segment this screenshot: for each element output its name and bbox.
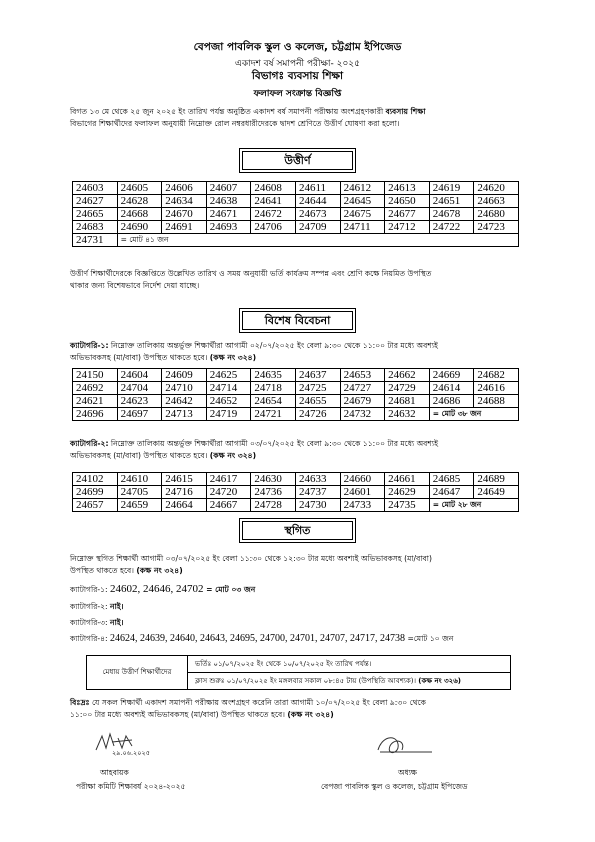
roll-cell: 24604 (117, 369, 162, 382)
roll-cell: 24725 (295, 382, 340, 395)
roll-cell: 24102 (73, 473, 118, 486)
suspended-room: (কক্ষ নং ৩২৪) (136, 566, 183, 575)
roll-cell: 24696 (73, 408, 118, 421)
roll-cell: 24719 (206, 408, 251, 421)
merit-label: মেধায় উত্তীর্ণ শিক্ষার্থীদের (87, 656, 188, 689)
roll-cell: 24617 (206, 473, 251, 486)
cat1-room: (কক্ষ নং ৩২৪) (209, 353, 257, 362)
roll-cell: 24671 (206, 208, 251, 221)
roll-cell: 24723 (474, 221, 519, 234)
total-count: = মোট ৩৮ জন (429, 408, 518, 421)
roll-cell: 24670 (162, 208, 207, 221)
suspended-cat1-total: = মোট ০৩ জন (203, 585, 256, 594)
suspended-cat4-total: =মোট ১০ জন (405, 634, 454, 643)
roll-cell: 24689 (474, 473, 519, 486)
convener-signature-date: ২৯.০৬.২০২৫ (112, 749, 150, 757)
roll-cell: 24642 (162, 395, 207, 408)
roll-cell: 24718 (251, 382, 296, 395)
roll-cell: 24637 (295, 369, 340, 382)
roll-cell: 24603 (73, 182, 118, 195)
roll-cell: 24610 (117, 473, 162, 486)
roll-cell: 24713 (162, 408, 207, 421)
roll-cell: 24731 (73, 234, 118, 247)
suspended-title: স্থগিত (239, 518, 356, 543)
roll-cell: 24630 (251, 473, 296, 486)
passed-roll-table (72, 181, 519, 247)
suspended-cat4-label: ক্যাটাগরি-৪: (70, 634, 111, 643)
passed-note-2: থাকার জন্য বিশেষভাবে নির্দেশ দেয়া যাচ্ছে। (70, 281, 200, 290)
roll-cell: 24644 (295, 195, 340, 208)
roll-cell: 24647 (429, 486, 474, 499)
roll-cell: 24601 (340, 486, 385, 499)
principal-signature-image (372, 730, 442, 760)
merit-admission: ভর্তিঃ ০১/০৭/২০২৫ ইং থেকে ১০/০৭/২০২৫ ইং তারিখ পর্যন্ত। (187, 656, 510, 673)
suspended-cat2 (70, 601, 123, 614)
cat1-roll-table (72, 368, 519, 421)
roll-cell: 24650 (385, 195, 430, 208)
table-row (73, 208, 519, 221)
roll-cell: 24732 (340, 408, 385, 421)
intro-paragraph (70, 106, 530, 130)
roll-cell: 24664 (162, 499, 207, 512)
roll-cell: 24712 (385, 221, 430, 234)
roll-cell: 24651 (429, 195, 474, 208)
table-row (73, 408, 519, 421)
roll-cell: 24605 (117, 182, 162, 195)
roll-cell: 24634 (162, 195, 207, 208)
suspended-cat1-rolls: 24602, 24646, 24702 (110, 583, 204, 595)
special-note-text-2: ১১:০০ টার মধ্যে অবশ্যই অভিভাবকসহ (মা/বাবা) উপস্থিত থাকতে হবে। (70, 710, 288, 719)
roll-cell: 24675 (340, 208, 385, 221)
roll-cell: 24660 (340, 473, 385, 486)
table-row (73, 234, 519, 247)
suspended-text-2: উপস্থিত থাকতে হবে। (70, 566, 137, 575)
special-note-label: বিঃদ্রঃ (70, 698, 90, 707)
roll-cell: 24722 (429, 221, 474, 234)
roll-cell: 24704 (117, 382, 162, 395)
roll-cell: 24683 (73, 221, 118, 234)
institution-name: বেপজা পাবলিক স্কুল ও কলেজ, চট্টগ্রাম ইপিজেড (193, 41, 402, 53)
roll-cell: 24669 (429, 369, 474, 382)
convener-subtitle: পরীক্ষা কমিটি শিক্ষাবর্ষ ২০২৪-২০২৫ (76, 782, 186, 791)
suspended-paragraph (70, 553, 530, 577)
convener-title: আহবায়ক (100, 768, 129, 777)
notice-title: ফলাফল সংক্রান্ত বিজ্ঞপ্তি (253, 89, 342, 99)
roll-cell: 24720 (206, 486, 251, 499)
roll-cell: 24665 (73, 208, 118, 221)
table-row (73, 499, 519, 512)
roll-cell: 24716 (162, 486, 207, 499)
suspended-cat2-label: ক্যাটাগরি-২: (70, 602, 111, 611)
cat2-text-2: অভিভাবকসহ (মা/বাবা) উপস্থিত থাকতে হবে। (70, 451, 210, 460)
suspended-text-1: নিম্নোক্ত স্থগিত শিক্ষার্থী আগামী ০৩/০৭/২০২৫ ইং বেলা ১১:৩০ থেকে ১২:৩০ টার মধ্যে অবশ্যই অভিভাবকসহ (মা/বাবা) (70, 554, 432, 563)
roll-cell: 24606 (162, 182, 207, 195)
table-row (73, 182, 519, 195)
suspended-cat3 (70, 617, 123, 630)
roll-cell: 24690 (117, 221, 162, 234)
roll-cell: 24737 (295, 486, 340, 499)
table-row (73, 473, 519, 486)
roll-cell: 24693 (206, 221, 251, 234)
roll-cell: 24663 (474, 195, 519, 208)
merit-class-room: (কক্ষ নং ৩২৬) (418, 677, 461, 685)
roll-cell: 24685 (429, 473, 474, 486)
roll-cell: 24667 (206, 499, 251, 512)
roll-cell: 24629 (385, 486, 430, 499)
roll-cell: 24608 (251, 182, 296, 195)
roll-cell: 24682 (474, 369, 519, 382)
roll-cell: 24705 (117, 486, 162, 499)
roll-cell: 24607 (206, 182, 251, 195)
roll-cell: 24635 (251, 369, 296, 382)
roll-cell: 24615 (162, 473, 207, 486)
roll-cell: 24735 (385, 499, 430, 512)
roll-cell: 24657 (73, 499, 118, 512)
roll-cell: 24678 (429, 208, 474, 221)
roll-cell: 24661 (385, 473, 430, 486)
cat1-text-2: অভিভাবকসহ (মা/বাবা) উপস্থিত থাকতে হবে। (70, 353, 210, 362)
roll-cell: 24686 (429, 395, 474, 408)
roll-cell: 24672 (251, 208, 296, 221)
roll-cell: 24653 (340, 369, 385, 382)
roll-cell: 24681 (385, 395, 430, 408)
roll-cell: 24616 (474, 382, 519, 395)
exam-name: একাদশ বর্ষ সমাপনী পরীক্ষা- ২০২৫ (234, 59, 360, 69)
roll-cell: 24625 (206, 369, 251, 382)
table-row (73, 369, 519, 382)
roll-cell: 24623 (117, 395, 162, 408)
roll-cell: 24620 (474, 182, 519, 195)
suspended-cat2-value: নাই। (110, 602, 124, 611)
roll-cell: 24638 (206, 195, 251, 208)
roll-cell: 24652 (206, 395, 251, 408)
special-note-text-1: যে সকল শিক্ষার্থী একাদশ সমাপনী পরীক্ষায় অংশগ্রহণ করেনি তারা আগামী ১০/০৭/২০২৫ ইং বেলা ৯:৩০ থেকে (89, 698, 426, 707)
table-row (73, 395, 519, 408)
roll-cell: 24721 (251, 408, 296, 421)
merit-class-start (187, 673, 510, 689)
roll-cell: 24728 (251, 499, 296, 512)
roll-cell: 24649 (474, 486, 519, 499)
roll-cell: 24673 (295, 208, 340, 221)
roll-cell: 24611 (295, 182, 340, 195)
roll-cell: 24711 (340, 221, 385, 234)
roll-cell: 24679 (340, 395, 385, 408)
special-title: বিশেষ বিবেচনা (239, 308, 356, 333)
roll-cell: 24613 (385, 182, 430, 195)
suspended-cat3-label: ক্যাটাগরি-৩: (70, 618, 111, 627)
roll-cell: 24619 (429, 182, 474, 195)
cat2-label: ক্যাটাগরি-২: (70, 439, 109, 448)
roll-cell: 24659 (117, 499, 162, 512)
roll-cell: 24150 (73, 369, 118, 382)
roll-cell: 24692 (73, 382, 118, 395)
cat1-label: ক্যাটাগরি-১: (70, 341, 109, 350)
cat2-roll-table (72, 472, 519, 512)
roll-cell: 24706 (251, 221, 296, 234)
department-name: বিভাগঃ ব্যবসায় শিক্ষা (251, 70, 344, 82)
cat1-paragraph (70, 340, 530, 364)
roll-cell: 24730 (295, 499, 340, 512)
roll-cell: 24654 (251, 395, 296, 408)
cat2-paragraph (70, 438, 530, 462)
merit-class-text: ক্লাস শুরুঃ ০১/০৭/২০২৫ ইং মঙ্গলবার সকাল ০৮:৪৫ টায় (উপস্থিতি আবশ্যক)। (195, 677, 419, 685)
roll-cell: 24680 (474, 208, 519, 221)
roll-cell: 24655 (295, 395, 340, 408)
special-note-room: (কক্ষ নং ৩২৪) (287, 710, 334, 719)
roll-cell: 24677 (385, 208, 430, 221)
total-count: = মোট ৪১ জন (117, 234, 518, 247)
suspended-cat4 (70, 633, 453, 646)
roll-cell: 24697 (117, 408, 162, 421)
roll-cell: 24699 (73, 486, 118, 499)
suspended-cat3-value: নাই। (110, 618, 124, 627)
roll-cell: 24727 (340, 382, 385, 395)
suspended-cat1 (70, 583, 255, 597)
roll-cell: 24736 (251, 486, 296, 499)
suspended-cat4-rolls: 24624, 24639, 24640, 24643, 24695, 24700, 24701, 24707, 24717, 24738 (110, 633, 406, 644)
roll-cell: 24612 (340, 182, 385, 195)
cat2-text-1: নিম্নোক্ত তালিকায় অন্তর্ভুক্ত শিক্ষার্থীরা আগামী ০৩/০৭/২০২৫ ইং বেলা ৯:৩০ থেকে ১১:০০ টার মধ্যে অবশ্যই (108, 439, 439, 448)
roll-cell: 24633 (295, 473, 340, 486)
roll-cell: 24709 (295, 221, 340, 234)
merit-box (86, 655, 511, 690)
cat2-room: (কক্ষ নং ৩২৪) (209, 451, 257, 460)
table-row (73, 382, 519, 395)
roll-cell: 24729 (385, 382, 430, 395)
roll-cell: 24662 (385, 369, 430, 382)
special-note (70, 697, 530, 721)
roll-cell: 24645 (340, 195, 385, 208)
passed-note (70, 268, 530, 292)
roll-cell: 24688 (474, 395, 519, 408)
passed-title: উত্তীর্ণ (239, 148, 356, 173)
intro-text: বিগত ১৩ মে থেকে ২৫ জুন ২০২৫ ইং তারিখ পর্যন্ত অনুষ্ঠিত একাদশ বর্ষ সমাপনী পরীক্ষায় অংশগ্রহণকারী (70, 107, 386, 116)
roll-cell: 24733 (340, 499, 385, 512)
roll-cell: 24668 (117, 208, 162, 221)
intro-department: ব্যবসায় শিক্ষা (385, 107, 426, 116)
roll-cell: 24621 (73, 395, 118, 408)
table-row (73, 221, 519, 234)
suspended-cat1-label: ক্যাটাগরি-১: (70, 585, 111, 594)
passed-note-1: উত্তীর্ণ শিক্ষার্থীদেরকে বিজ্ঞপ্তিতে উল্লেখিত তারিখ ও সময় অনুযায়ী ভর্তি কার্যক্রম সম্পন্ন এবং শ্রেণি কক্ষে নিয়মিত উপস্থিত (70, 269, 432, 278)
cat1-text-1: নিম্নোক্ত তালিকায় অন্তর্ভুক্ত শিক্ষার্থীরা আগামী ০২/০৭/২০২৫ ইং বেলা ৯:৩০ থেকে ১১:০০ টার মধ্যে অবশ্যই (108, 341, 438, 350)
table-row (73, 195, 519, 208)
total-count: = মোট ২৮ জন (429, 499, 518, 512)
roll-cell: 24609 (162, 369, 207, 382)
roll-cell: 24726 (295, 408, 340, 421)
roll-cell: 24710 (162, 382, 207, 395)
intro-text-2: বিভাগের শিক্ষার্থীদের ফলাফল অনুযায়ী নিম্নোক্ত রোল নম্বরধারীদেরকে দ্বাদশ শ্রেণিতে উত্তীর্ণ ঘোষণা করা হলো। (70, 119, 400, 128)
roll-cell: 24641 (251, 195, 296, 208)
roll-cell: 24691 (162, 221, 207, 234)
roll-cell: 24714 (206, 382, 251, 395)
principal-title: অধ্যক্ষ (398, 768, 417, 777)
principal-subtitle: বেপজা পাবলিক স্কুল ও কলেজ, চট্টগ্রাম ইপিজেড (321, 782, 468, 791)
roll-cell: 24627 (73, 195, 118, 208)
roll-cell: 24614 (429, 382, 474, 395)
table-row (73, 486, 519, 499)
roll-cell: 24632 (385, 408, 430, 421)
roll-cell: 24628 (117, 195, 162, 208)
